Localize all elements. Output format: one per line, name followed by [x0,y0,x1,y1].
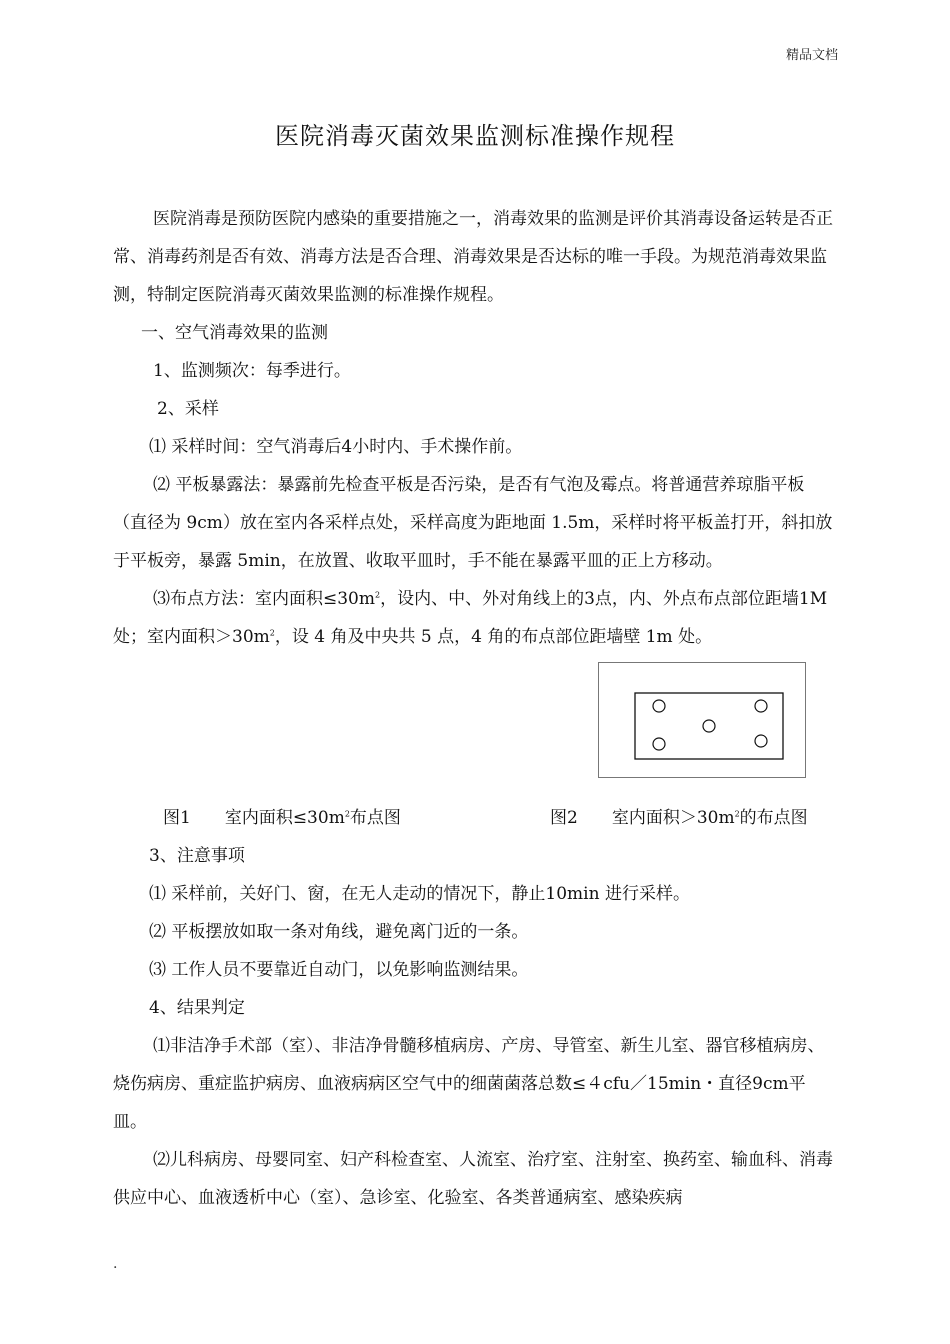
plate-method: ⑵ 平板暴露法：暴露前先检查平板是否污染，是否有气泡及霉点。将普通营养琼脂平板（直径为 9cm）放在室内各采样点处，采样高度为距地面 1.5m，采样时将平板盖打开，斜扣放于平板旁，暴露 5min，在放置、收取平皿时，手不能在暴露平皿的正上方移动。 [113,475,833,571]
section-heading: 一、空气消毒效果的监测 [141,323,328,343]
sample-point-center [703,720,715,732]
header-tag: 精品文档 [785,48,838,63]
note-2: ⑵ 平板摆放如取一条对角线，避免离门近的一条。 [149,922,529,942]
document-title: 医院消毒灭菌效果监测标准操作规程 [275,122,675,150]
result-2: ⑵儿科病房、母婴同室、妇产科检查室、人流室、治疗室、注射室、换药室、输血科、消毒供应中心、血液透析中心（室）、急诊室、化验室、各类普通病室、感染疾病 [113,1150,833,1208]
figure2-caption: 图2 室内面积$>30m^2$的布点图 [550,808,808,828]
sample-point-top-left [653,700,665,712]
footer-mark: . [113,1256,118,1272]
layout-diagram-svg [599,663,807,779]
document-body [113,200,838,1217]
item-notes: 3、注意事项 [149,846,245,866]
sample-point-bottom-left [653,738,665,750]
note-3: ⑶ 工作人员不要靠近自动门，以免影响监测结果。 [149,960,529,980]
figure2-diagram [598,662,806,778]
sample-time: ⑴ 采样时间：空气消毒后4小时内、手术操作前。 [149,437,523,457]
figure1-caption: 图1 室内面积$\le 30m^2$布点图 [163,808,401,828]
layout-method: ⑶布点方法：室内面积$\le 30m^2$，设内、中、外对角线上的3点，内、外点布点部位距墙1M处；室内面积$>30m^2$，设 4 角及中央共 5 点，4 角的布点部位距墙壁 1m 处。 [113,589,828,647]
item-results: 4、结果判定 [149,998,245,1018]
note-1: ⑴ 采样前，关好门、窗，在无人走动的情况下，静止10min 进行采样。 [149,884,690,904]
intro-paragraph: 医院消毒是预防医院内感染的重要措施之一，消毒效果的监测是评价其消毒设备运转是否正常、消毒药剂是否有效、消毒方法是否合理、消毒效果是否达标的唯一手段。为规范消毒效果监测，特制定医院消毒灭菌效果监测的标准操作规程。 [113,209,833,305]
sample-point-top-right [755,700,767,712]
item-frequency: 1、监测频次：每季进行。 [153,361,351,381]
figure-area [113,656,838,799]
figure-captions [113,799,838,837]
sample-point-bottom-right [755,735,767,747]
item-sampling: 2、采样 [157,399,219,419]
result-1: ⑴非洁净手术部（室）、非洁净骨髓移植病房、产房、导管室、新生儿室、器官移植病房、烧伤病房、重症监护病房、血液病病区空气中的细菌菌落总数≤４cfu／15min・直径9cm平皿。 [113,1036,825,1132]
